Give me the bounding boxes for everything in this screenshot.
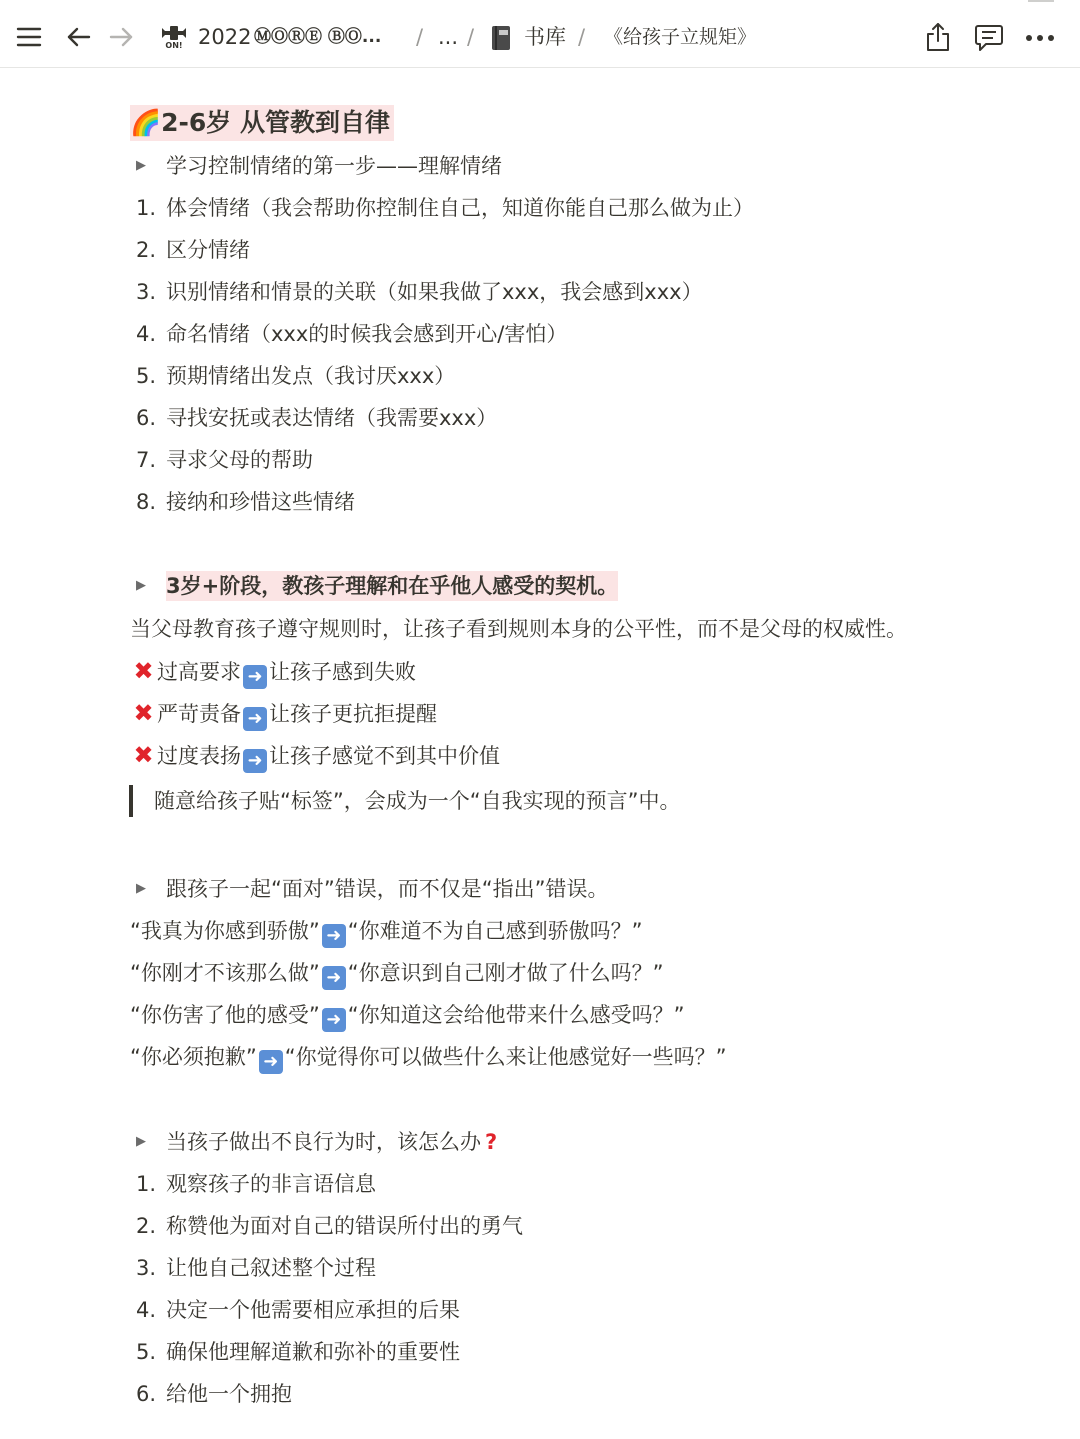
list-text: 区分情绪 <box>166 238 250 262</box>
list-number: 1. <box>136 1172 157 1196</box>
list-number: 4. <box>136 1298 157 1322</box>
breadcrumb-workspace[interactable]: 2022 <box>198 25 252 49</box>
arrow-right-icon: ➜ <box>322 1008 346 1032</box>
x-mark-icon: ✖ <box>133 657 154 685</box>
comparison-left: 严苛责备 <box>157 702 241 726</box>
list-number: 2. <box>136 1214 157 1238</box>
comparison-left: “我真为你感到骄傲” <box>130 919 320 943</box>
quote-bar <box>129 785 133 817</box>
list-item <box>136 319 567 349</box>
comparison-row <box>130 916 643 948</box>
arrow-right-icon: ➜ <box>243 707 267 731</box>
comparison-right: “你觉得你可以做些什么来让他感觉好一些吗？” <box>284 1045 727 1069</box>
list-text: 识别情绪和情景的关联（如果我做了xxx，我会感到xxx） <box>166 280 703 304</box>
toggle-label: 当孩子做出不良行为时，该怎么办 <box>166 1130 481 1154</box>
toggle-triangle-icon[interactable]: ▶ <box>136 578 146 593</box>
toggle-block[interactable] <box>136 874 609 904</box>
list-number: 7. <box>136 448 157 472</box>
toggle-block[interactable] <box>136 571 618 601</box>
quote-text: 随意给孩子贴“标签”，会成为一个“自我实现的预言”中。 <box>154 789 681 813</box>
list-item <box>136 1253 376 1283</box>
list-number: 5. <box>136 364 157 388</box>
arrow-right-icon: ➜ <box>243 665 267 689</box>
rainbow-icon: 🌈 <box>130 108 162 137</box>
x-mark-icon: ✖ <box>133 741 154 769</box>
workspace-icon-caption: ON! <box>165 40 183 50</box>
red-question-icon: ? <box>485 1130 498 1154</box>
list-text: 寻求父母的帮助 <box>166 448 313 472</box>
comparison-right: “你意识到自己刚才做了什么吗？” <box>347 961 664 985</box>
list-number: 4. <box>136 322 157 346</box>
list-item <box>136 445 313 475</box>
list-text: 寻找安抚或表达情绪（我需要xxx） <box>166 406 498 430</box>
comparison-left: “你伤害了他的感受” <box>130 1003 320 1027</box>
list-item <box>136 1169 376 1199</box>
toggle-label: 学习控制情绪的第一步——理解情绪 <box>166 154 502 178</box>
comparison-row <box>130 740 500 773</box>
list-item <box>136 1379 292 1409</box>
comparison-left: 过度表扬 <box>157 744 241 768</box>
toggle-triangle-icon[interactable]: ▶ <box>136 881 146 896</box>
comparison-right: 让孩子感到失败 <box>269 660 416 684</box>
comparison-row <box>130 1000 685 1032</box>
list-item <box>136 193 754 223</box>
arrow-right-icon: ➜ <box>243 749 267 773</box>
list-number: 8. <box>136 490 157 514</box>
x-mark-icon: ✖ <box>133 699 154 727</box>
breadcrumb-library[interactable]: 书库 <box>524 25 566 49</box>
toggle-block[interactable] <box>136 151 502 181</box>
list-text: 决定一个他需要相应承担的后果 <box>166 1298 460 1322</box>
list-text: 接纳和珍惜这些情绪 <box>166 490 355 514</box>
toggle-triangle-icon[interactable]: ▶ <box>136 158 146 173</box>
list-number: 3. <box>136 1256 157 1280</box>
toggle-triangle-icon[interactable]: ▶ <box>136 1134 146 1149</box>
comparison-right: 让孩子感觉不到其中价值 <box>269 744 500 768</box>
comparison-left: 过高要求 <box>157 660 241 684</box>
heading-text <box>130 105 394 141</box>
list-number: 6. <box>136 406 157 430</box>
arrow-right-icon: ➜ <box>322 924 346 948</box>
list-item <box>136 235 250 265</box>
list-item <box>136 1211 523 1241</box>
list-item <box>136 1295 460 1325</box>
toggle-label: 跟孩子一起“面对”错误，而不仅是“指出”错误。 <box>166 877 609 901</box>
list-text: 观察孩子的非言语信息 <box>166 1172 376 1196</box>
comparison-right: “你难道不为自己感到骄傲吗？” <box>347 919 643 943</box>
list-text: 命名情绪（xxx的时候我会感到开心/害怕） <box>166 322 568 346</box>
list-text: 预期情绪出发点（我讨厌xxx） <box>166 364 456 388</box>
comparison-left: “你必须抱歉” <box>130 1045 257 1069</box>
breadcrumb-page[interactable]: 《给孩子立规矩》 <box>604 26 757 48</box>
list-item <box>136 361 455 391</box>
list-item <box>136 487 355 517</box>
breadcrumb-separator: / <box>467 25 475 49</box>
breadcrumb-separator: / <box>416 25 424 49</box>
arrow-right-icon: ➜ <box>259 1050 283 1074</box>
list-text: 确保他理解道歉和弥补的重要性 <box>166 1340 460 1364</box>
list-item <box>136 403 497 433</box>
list-number: 3. <box>136 280 157 304</box>
comparison-row <box>130 958 664 990</box>
list-text: 称赞他为面对自己的错误所付出的勇气 <box>166 1214 523 1238</box>
list-number: 6. <box>136 1382 157 1406</box>
page-heading <box>130 104 394 142</box>
comparison-right: “你知道这会给他带来什么感受吗？” <box>347 1003 685 1027</box>
comparison-row <box>130 656 416 689</box>
list-item <box>136 277 703 307</box>
list-text: 体会情绪（我会帮助你控制住自己，知道你能自己那么做为止） <box>166 196 754 220</box>
list-text: 给他一个拥抱 <box>166 1382 292 1406</box>
list-number: 1. <box>136 196 157 220</box>
heading-label: 2-6岁 从管教到自律 <box>161 108 391 137</box>
comparison-right: 让孩子更抗拒提醒 <box>269 702 437 726</box>
list-number: 2. <box>136 238 157 262</box>
breadcrumb-ellipsis[interactable]: ... <box>438 25 459 49</box>
toggle-block[interactable] <box>136 1127 497 1157</box>
toggle-label: 3岁+阶段，教孩子理解和在乎他人感受的契机。 <box>166 571 618 601</box>
comparison-row <box>130 1042 727 1074</box>
comparison-left: “你刚才不该那么做” <box>130 961 320 985</box>
comparison-row <box>130 698 437 731</box>
list-number: 5. <box>136 1340 157 1364</box>
breadcrumb-separator: / <box>578 25 586 49</box>
paragraph: 当父母教育孩子遵守规则时，让孩子看到规则本身的公平性，而不是父母的权威性。 <box>130 617 907 641</box>
list-item <box>136 1337 460 1367</box>
breadcrumb-workspace-badges[interactable]: ⓂⓄⓇⒺ ⒷⓄ... <box>254 27 382 47</box>
arrow-right-icon: ➜ <box>322 966 346 990</box>
list-text: 让他自己叙述整个过程 <box>166 1256 376 1280</box>
